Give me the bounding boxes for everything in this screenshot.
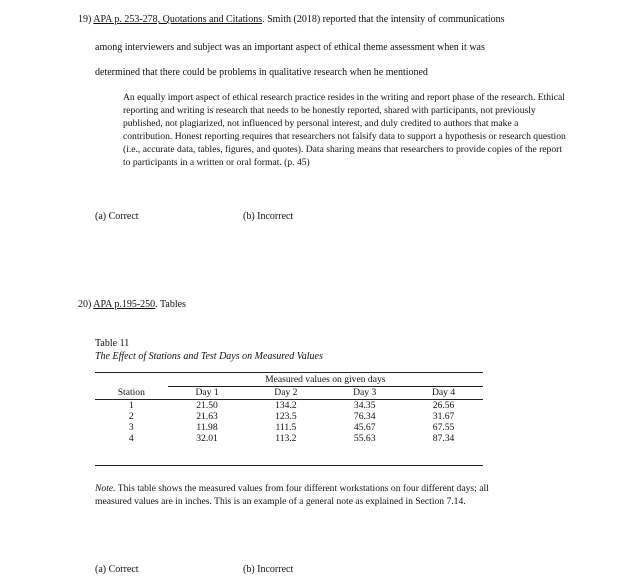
table-bottom-rule (95, 465, 483, 466)
table-row (95, 411, 483, 422)
q20-line1-text: . Tables (155, 299, 186, 310)
q20-reference-link[interactable]: APA p.195-250 (93, 299, 156, 310)
table-top-rule (95, 372, 483, 373)
table-note (95, 482, 495, 508)
data-table (95, 374, 483, 444)
q19-line1-text: . Smith (2018) reported that the intensity of communications (262, 14, 505, 25)
table-cell: 31.67 (432, 411, 455, 422)
q20-number: 20) (78, 299, 92, 310)
col-header-station: Station (117, 386, 145, 398)
q19-option-a[interactable]: (a) Correct (95, 211, 139, 222)
table-cell: 3 (128, 422, 134, 433)
col-header-day2: Day 2 (274, 387, 298, 398)
table-cell: 45.67 (353, 422, 376, 433)
table-row (95, 422, 483, 433)
table-cell: 67.55 (432, 422, 455, 433)
q20-option-b[interactable]: (b) Incorrect (243, 564, 294, 575)
table-cell: 21.50 (196, 400, 218, 411)
col-header-day1: Day 1 (195, 387, 219, 398)
q20-line1 (78, 299, 186, 310)
table-cell: 113.2 (275, 433, 297, 444)
col-header-day3: Day 3 (353, 387, 377, 398)
q19-option-b[interactable]: (b) Incorrect (243, 211, 294, 222)
spanning-header: Measured values on given days (168, 374, 483, 387)
table-cell: 55.63 (353, 433, 376, 444)
q20-option-a[interactable]: (a) Correct (95, 564, 139, 575)
table-row (95, 400, 483, 412)
q19-line2: among interviewers and subject was an important aspect of ethical theme assessment when it was (95, 42, 485, 53)
table-cell: 87.34 (432, 433, 455, 444)
table-note-label: Note. (95, 483, 116, 494)
table-note-text: This table shows the measured values from four different workstations on four different days; all measured values are in inches. This is an example of a general note as explained in Section 7.14. (95, 483, 489, 507)
table-cell: 1 (128, 400, 134, 411)
q19-number: 19) (78, 14, 92, 25)
q19-line1 (78, 14, 505, 25)
table-row (95, 433, 483, 444)
table-cell: 21.63 (196, 411, 218, 422)
table-title: The Effect of Stations and Test Days on Measured Values (95, 351, 323, 362)
q19-reference-link[interactable]: APA p. 253-278, Quotations and Citations (93, 14, 263, 25)
table-cell: 26.56 (432, 400, 455, 411)
q19-line3: determined that there could be problems in qualitative research when he mentioned (95, 67, 428, 78)
table-cell: 4 (128, 433, 134, 444)
table-cell: 11.98 (196, 422, 218, 433)
table-cell: 2 (128, 411, 134, 422)
col-header-day4: Day 4 (431, 387, 456, 398)
table-cell: 134.2 (275, 400, 297, 411)
table-cell: 123.5 (275, 411, 297, 422)
table-cell: 32.01 (196, 433, 218, 444)
table-cell: 111.5 (275, 422, 297, 433)
table-cell: 76.34 (353, 411, 376, 422)
q19-block-quote: An equally import aspect of ethical research practice resides in the writing and report phase of the research. Ethical reporting and writing is research that needs to be honestly reported, shared with participants, not previously published, not plagiarized, not influenced by personal interest, and duly credited to authors that make a contribution. Honest reporting requires that researchers not falsify data to support a hypothesis or research question (i.e., accurate data, tables, figures, and quotes). Data sharing means that researchers to provide copies of the report to participants in a written or oral format. (p. 45) (123, 92, 566, 168)
table-label: Table 11 (95, 338, 130, 349)
table-cell: 34.35 (353, 400, 376, 411)
